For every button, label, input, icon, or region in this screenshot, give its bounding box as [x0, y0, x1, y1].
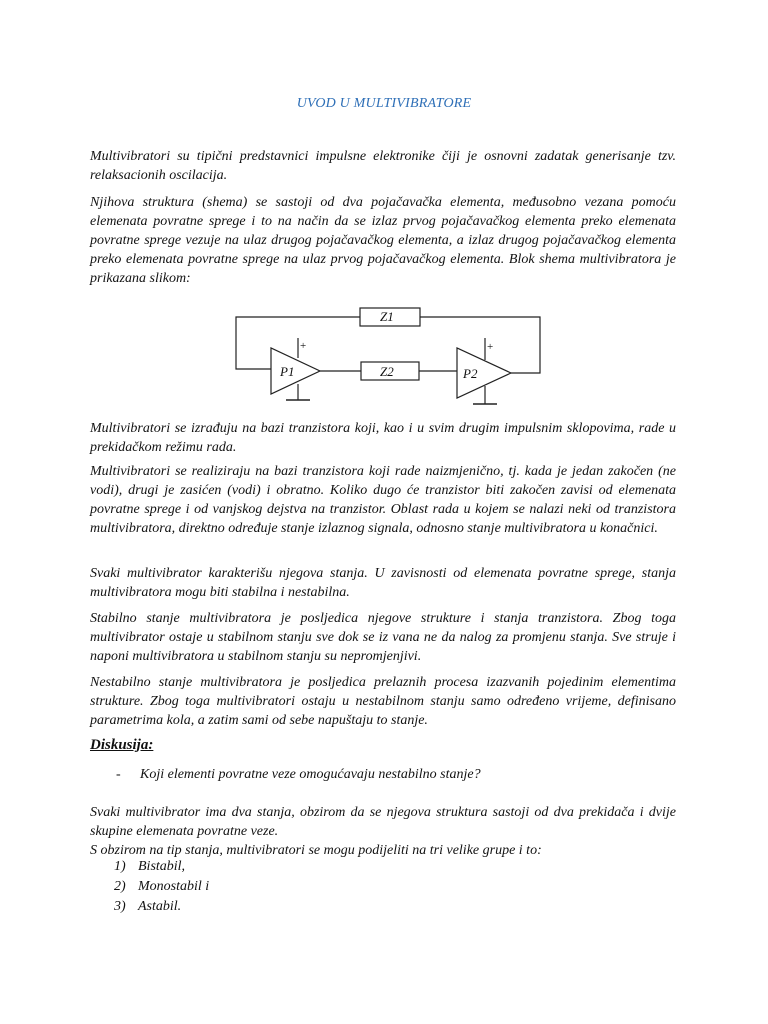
bullet-dash: - [116, 767, 121, 782]
p2-plus: + [487, 341, 494, 353]
discussion-heading: Diskusija: [90, 737, 154, 753]
paragraph-unstable: Nestabilno stanje multivibratora je posljedica prelaznih procesa izazvanih pojedinim elementima strukture. Zbog toga multivibratori ostaju u nestabilnom stanju samo određeno vrijeme, definisano parametrima kola, a zatim sami od sebe napuštaju to stanje. [90, 675, 676, 728]
p2-label: P2 [463, 366, 478, 381]
paragraph-stable: Stabilno stanje multivibratora je posljedica njegove strukture i stanja tranzistora. Zbog toga multivibrator ostaje u stabilnom stanju sve dok se iz vana ne da nalog za promjenu stanja. Sve struje i naponi multivibratora u stabilnom stanju su nepromjenjivi. [90, 611, 676, 664]
list-item: 2) Monostabil i [114, 879, 210, 894]
page-title: UVOD U MULTIVIBRATORE [296, 96, 472, 111]
feedback-wire-right [420, 317, 540, 373]
paragraph-intro: Multivibratori su tipični predstavnici impulsne elektronike čiji je osnovni zadatak generisanje tzv. relaksacionih oscilacija. [90, 149, 676, 183]
p1-plus: + [300, 340, 307, 352]
paragraph-transistors: Multivibratori se izrađuju na bazi tranzistora koji, kao i u svim drugim impulsnim sklopovima, rade u prekidačkom režimu rada. [90, 421, 676, 455]
z1-label: Z1 [380, 309, 394, 324]
paragraph-groups: S obzirom na tip stanja, multivibratori se mogu podijeliti na tri velike grupe i to: [90, 843, 542, 858]
multivibrator-types-list [114, 857, 209, 917]
list-item: 3) Astabil. [114, 899, 182, 914]
paragraph-structure: Njihova struktura (shema) se sastoji od dva pojačavačka elementa, međusobno vezana pomoću elemenata povratne sprege i to na način da se izlaz prvog pojačavačkog elementa preko elemenata povratne sprege vezuje na ulaz drugog pojačavačkog elementa, a izlaz drugog pojačavačkog elementa preko elemenata povratne sprege na ulaz prvog pojačavačkog elementa. Blok shema multivibratora je prikazana slikom: [90, 195, 676, 286]
p1-label: P1 [280, 364, 295, 379]
list-item: 1) Bistabil, [114, 859, 186, 874]
block-diagram [228, 300, 548, 415]
p1-amplifier [271, 348, 320, 394]
question-text: Koji elementi povratne veze omogućavaju nestabilno stanje? [140, 767, 481, 782]
discussion-question [116, 767, 481, 783]
paragraph-states: Svaki multivibrator karakterišu njegova stanja. U zavisnosti od elemenata povratne sprege, stanja multivibratora mogu biti stabilna i nestabilna. [90, 566, 676, 600]
paragraph-alternation: Multivibratori se realiziraju na bazi tranzistora koji rade naizmjenično, tj. kada je jedan zakočen (ne vodi), drugi je zasićen (vodi) i obratno. Koliko dugo će tranzistor biti zakočen zavisi od elemenata povratne sprege i od vanjskog dejstva na tranzistor. Oblast rada u kojem se nalazi neki od tranzistora multivibratora, direktno određuje stanje izlaznog signala, odnosno stanje multivibratora u konačnici. [90, 464, 676, 536]
z2-label: Z2 [380, 364, 394, 379]
paragraph-two-states: Svaki multivibrator ima dva stanja, obzirom da se njegova struktura sastoji od dva prekidača i dvije skupine elemenata povratne veze. [90, 805, 676, 839]
